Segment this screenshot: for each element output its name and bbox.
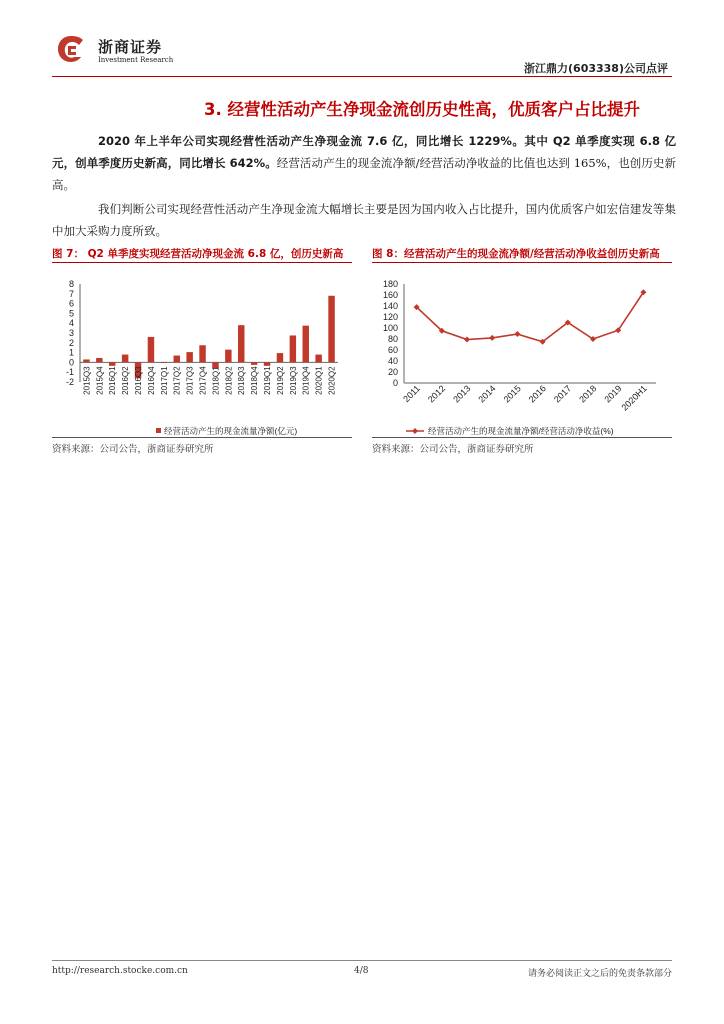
figure-7-source-divider — [52, 437, 352, 438]
x-tick-label: 2017Q4 — [198, 366, 208, 395]
bar — [328, 296, 334, 363]
x-tick-label: 2020Q1 — [314, 366, 324, 395]
y-tick-label: 20 — [387, 367, 398, 377]
legend-label: 经营活动产生的现金流量净额(亿元) — [164, 426, 298, 436]
x-tick-label: 2018Q1 — [211, 366, 221, 395]
x-tick-label: 2016Q3 — [134, 366, 144, 395]
y-tick-label: 3 — [68, 328, 74, 338]
y-tick-label: 4 — [68, 318, 74, 329]
y-tick-label: 100 — [382, 323, 398, 333]
legend-marker — [412, 428, 418, 434]
x-tick-label: 2016 — [526, 383, 549, 405]
bar — [315, 355, 321, 363]
bar — [109, 362, 115, 365]
figure-8-title: 图 8：经营活动产生的现金流净额/经营活动净收益创历史新高 — [372, 248, 660, 260]
bar — [225, 350, 231, 363]
x-tick-label: 2017Q3 — [185, 366, 195, 395]
y-tick-label: 180 — [382, 279, 398, 289]
bar — [83, 359, 89, 362]
y-tick-label: 60 — [387, 345, 398, 355]
y-tick-label: 0 — [392, 378, 398, 388]
x-tick-label: 2018Q3 — [237, 366, 247, 395]
bar — [122, 355, 128, 363]
bar — [277, 353, 283, 362]
y-tick-label: 120 — [382, 312, 398, 322]
x-tick-label: 2017Q1 — [159, 366, 169, 395]
figure-8-source: 资料来源：公司公告，浙商证券研究所 — [372, 444, 534, 455]
header-divider — [52, 76, 672, 77]
y-tick-label: 140 — [382, 301, 398, 311]
y-tick-label: 0 — [68, 357, 74, 368]
bar — [290, 335, 296, 362]
bar — [264, 362, 270, 365]
bar — [96, 358, 102, 362]
report-label: 浙江鼎力(603338)公司点评 — [524, 62, 668, 75]
x-tick-label: 2019Q4 — [301, 366, 311, 395]
x-tick-label: 2013 — [451, 383, 473, 405]
logo-chinese-name: 浙商证券 — [98, 38, 163, 56]
figure-8-source-divider — [372, 437, 672, 438]
y-tick-label: -1 — [65, 367, 74, 378]
bar — [174, 356, 180, 363]
paragraph-1 — [52, 130, 676, 196]
footer-divider — [52, 960, 672, 961]
figure-7-source: 资料来源：公司公告，浙商证券研究所 — [52, 444, 214, 455]
section-title: 3. 经营性活动产生净现金流创历史性高，优质客户占比提升 — [204, 100, 640, 119]
y-tick-label: 8 — [68, 279, 74, 289]
page-number: 4/8 — [354, 966, 369, 976]
legend-marker — [156, 428, 161, 433]
logo-english-name: Investment Research — [98, 56, 174, 64]
x-tick-label: 2015Q3 — [82, 366, 92, 395]
x-tick-label: 2012 — [425, 383, 448, 405]
figure-7-bar-chart — [52, 272, 352, 436]
x-tick-label: 2019Q2 — [275, 366, 285, 395]
bar — [186, 352, 192, 362]
x-tick-label: 2016Q1 — [108, 366, 118, 395]
x-tick-label: 2018Q2 — [224, 366, 234, 395]
x-tick-label: 2018Q4 — [250, 366, 260, 395]
figure-7-title: 图 7： Q2 单季度实现经营活动净现金流 6.8 亿，创历史新高 — [52, 248, 344, 260]
y-tick-label: 2 — [68, 337, 74, 348]
y-tick-label: 40 — [387, 356, 398, 366]
x-tick-label: 2018 — [577, 383, 599, 405]
paragraph-1-rest: 经营活动产生的现金流净额/经营活动净收益的比值也达到 165%，也创历史新高。 — [52, 156, 677, 192]
bar — [238, 325, 244, 362]
y-tick-label: 5 — [68, 308, 74, 319]
x-tick-label: 2016Q2 — [121, 366, 131, 395]
bar — [303, 326, 309, 363]
x-tick-label: 2020H1 — [619, 383, 649, 413]
figure-8-line-chart — [372, 272, 672, 436]
footer-url-link[interactable]: http://research.stocke.com.cn — [52, 966, 188, 976]
x-tick-label: 2015 — [501, 383, 523, 405]
company-logo-icon — [55, 34, 87, 64]
y-tick-label: 7 — [68, 288, 74, 299]
paragraph-1-bold: 2020 年上半年公司实现经营性活动产生净现金流 7.6 亿，同比增长 1229%。其中 Q2 单季度实现 6.8 亿元，创单季度历史新高，同比增长 642%。 — [52, 134, 676, 170]
data-point — [489, 335, 495, 341]
data-point — [514, 331, 520, 337]
x-tick-label: 2020Q2 — [327, 366, 337, 395]
bar — [251, 362, 257, 364]
y-tick-label: 6 — [68, 298, 74, 309]
figure-8-title-divider — [372, 262, 672, 263]
y-tick-label: -2 — [65, 377, 74, 387]
y-tick-label: 160 — [382, 290, 398, 300]
figure-7-title-divider — [52, 262, 352, 263]
paragraph-2 — [52, 198, 676, 242]
bar — [199, 345, 205, 362]
y-tick-label: 1 — [68, 347, 74, 358]
x-tick-label: 2019Q3 — [288, 366, 298, 395]
paragraph-2-text: 我们判断公司实现经营性活动产生净现金流大幅增长主要是因为国内收入占比提升，国内优质客户如宏信建发等集中加大采购力度所致。 — [52, 202, 676, 238]
bar — [161, 362, 167, 363]
x-tick-label: 2016Q4 — [146, 366, 156, 395]
footer-disclaimer: 请务必阅读正文之后的免责条款部分 — [527, 969, 672, 979]
x-tick-label: 2017Q2 — [172, 366, 182, 395]
y-tick-label: 80 — [387, 334, 398, 344]
series-line — [417, 292, 644, 342]
x-tick-label: 2015Q4 — [95, 366, 105, 395]
x-tick-label: 2017 — [551, 383, 574, 405]
bar — [148, 337, 154, 362]
data-point — [464, 337, 470, 343]
x-tick-label: 2014 — [476, 383, 498, 405]
x-tick-label: 2019Q1 — [263, 366, 273, 395]
x-tick-label: 2019 — [602, 383, 624, 405]
x-tick-label: 2011 — [401, 383, 423, 405]
legend-label: 经营活动产生的现金流量净额/经营活动净收益(%) — [428, 426, 614, 436]
